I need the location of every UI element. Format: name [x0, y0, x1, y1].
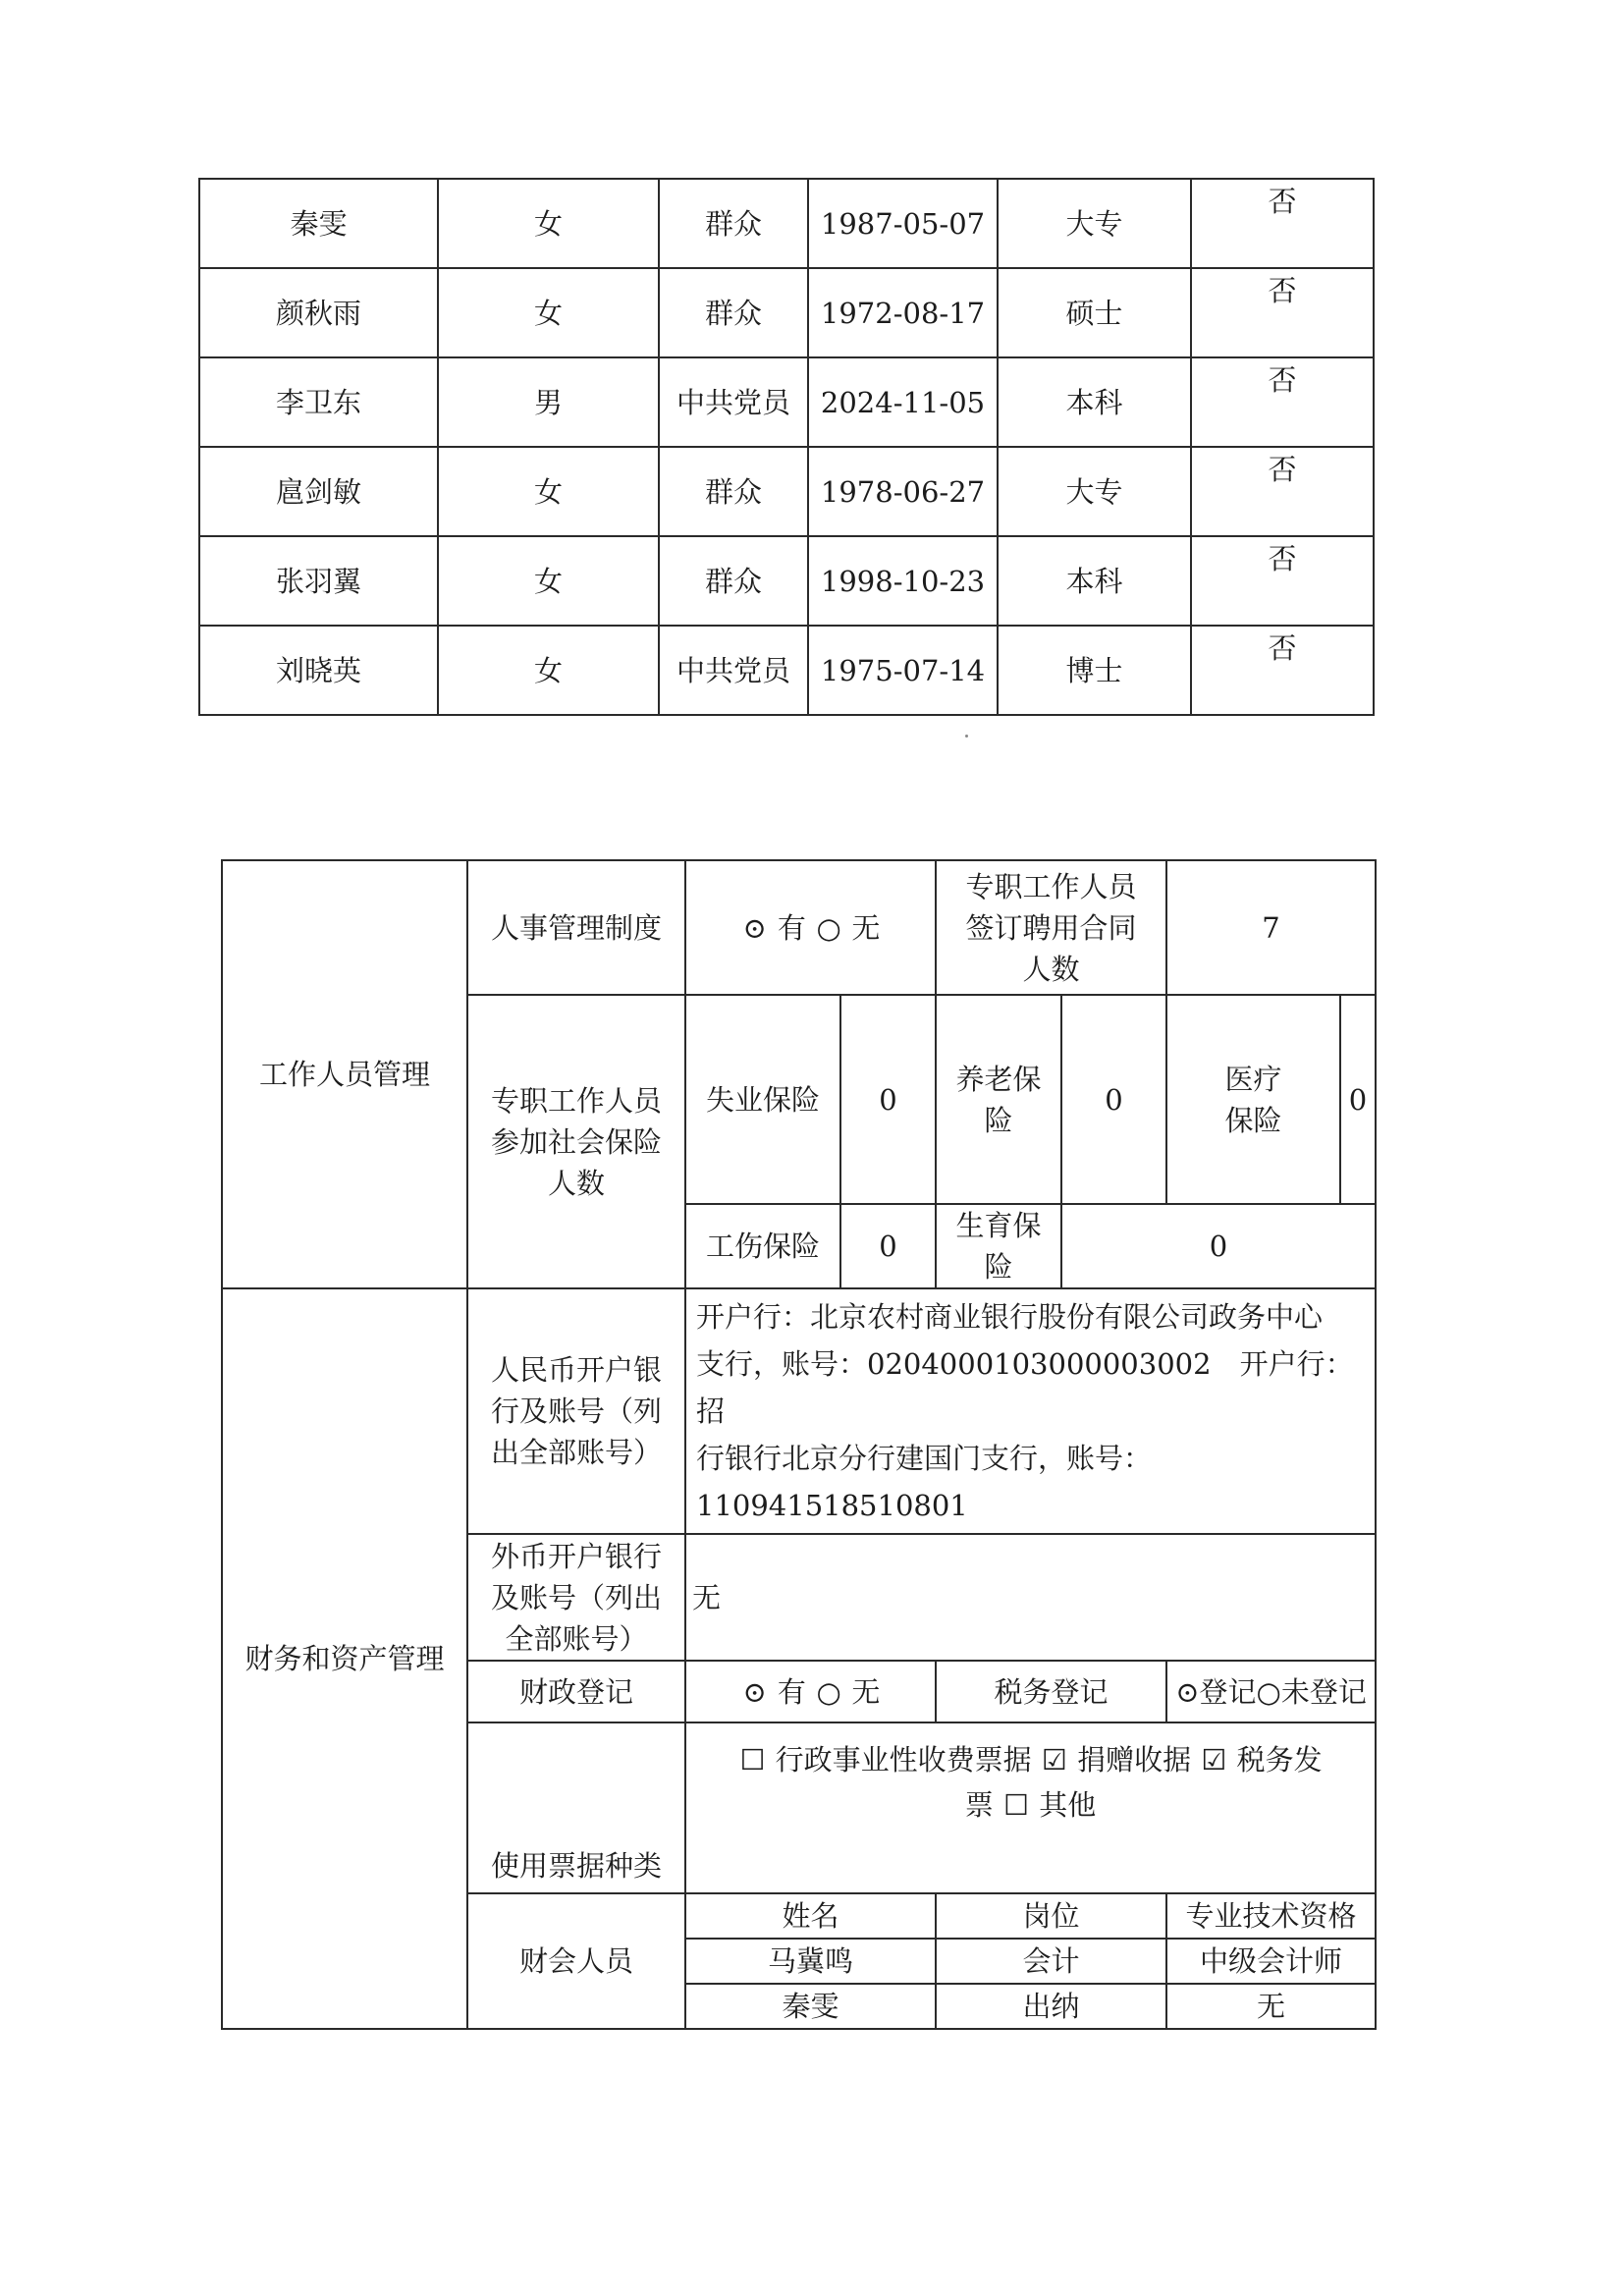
table-row [199, 626, 1374, 715]
rmb-account-line: 110941518510801 [696, 1489, 968, 1522]
pension-label: 养老保险 [936, 995, 1061, 1204]
tax-registration-label: 税务登记 [936, 1661, 1166, 1722]
contract-label-line: 专职工作人员 [965, 869, 1137, 903]
acc-header-name: 姓名 [685, 1893, 936, 1939]
staff-education: 硕士 [998, 268, 1191, 357]
ticket-option: 其他 [1039, 1788, 1097, 1822]
staff-political: 中共党员 [659, 626, 808, 715]
insurance-label-line: 人数 [547, 1166, 605, 1200]
staff-mgmt-section-label: 工作人员管理 [222, 860, 467, 1288]
tickets-label: 使用票据种类 [467, 1722, 685, 1893]
rmb-label-line: 人民币开户银 [490, 1353, 662, 1387]
table-row [199, 536, 1374, 626]
fiscal-registration-options [685, 1661, 936, 1722]
rmb-account-label [467, 1288, 685, 1534]
staff-political: 群众 [659, 536, 808, 626]
staff-name: 刘晓英 [199, 626, 438, 715]
hr-system-label: 人事管理制度 [467, 860, 685, 995]
staff-flag: 否 [1191, 536, 1374, 626]
staff-gender: 女 [438, 626, 659, 715]
staff-gender: 女 [438, 536, 659, 626]
insurance-label-line: 专职工作人员 [490, 1083, 662, 1118]
ticket-option-cont: 票 [964, 1788, 994, 1822]
staff-flag: 否 [1191, 447, 1374, 536]
rmb-label-line: 出全部账号） [490, 1436, 662, 1469]
acc-name: 马冀鸣 [685, 1939, 936, 1984]
acc-qualification: 中级会计师 [1166, 1939, 1376, 1984]
unemployment-label: 失业保险 [685, 995, 840, 1204]
scan-speck [965, 735, 968, 738]
staff-birth: 1987-05-07 [808, 179, 998, 268]
fiscal-registration-label: 财政登记 [467, 1661, 685, 1722]
contract-count-value: 7 [1166, 860, 1376, 995]
staff-education: 大专 [998, 447, 1191, 536]
staff-name: 张羽翼 [199, 536, 438, 626]
pension-value: 0 [1061, 995, 1166, 1204]
table-row [199, 268, 1374, 357]
rmb-account-line: 行银行北京分行建国门支行，账号： [696, 1442, 1153, 1475]
maternity-label: 生育保险 [936, 1204, 1061, 1288]
tax-registration-value: ⊙登记○未登记 [1166, 1661, 1376, 1722]
staff-birth: 2024-11-05 [808, 357, 998, 447]
staff-birth: 1972-08-17 [808, 268, 998, 357]
acc-post: 出纳 [936, 1984, 1166, 2029]
staff-political: 群众 [659, 447, 808, 536]
staff-education: 博士 [998, 626, 1191, 715]
staff-name: 颜秋雨 [199, 268, 438, 357]
staff-flag: 否 [1191, 626, 1374, 715]
acc-header-post: 岗位 [936, 1893, 1166, 1939]
maternity-value: 0 [1061, 1204, 1376, 1288]
insurance-label-line: 参加社会保险 [490, 1124, 662, 1159]
radio-empty-icon: ○ [816, 1674, 841, 1709]
injury-label: 工伤保险 [685, 1204, 840, 1288]
hr-system-options [685, 860, 936, 995]
acc-header-qualification: 专业技术资格 [1166, 1893, 1376, 1939]
checkbox-checked-icon: ☑ [1201, 1743, 1227, 1777]
tickets-options [685, 1722, 1376, 1893]
staff-name: 秦雯 [199, 179, 438, 268]
staff-birth: 1975-07-14 [808, 626, 998, 715]
unemployment-value: 0 [840, 995, 936, 1204]
ticket-option: 行政事业性收费票据 [775, 1743, 1032, 1777]
rmb-account-value [685, 1288, 1376, 1534]
staff-gender: 男 [438, 357, 659, 447]
hr-system-yes: 有 [777, 910, 806, 945]
staff-name: 李卫东 [199, 357, 438, 447]
hr-system-no: 无 [851, 910, 881, 945]
checkbox-empty-icon: ☐ [1003, 1788, 1030, 1822]
management-table [221, 859, 1377, 2030]
ticket-option: 税务发 [1236, 1743, 1323, 1777]
contract-count-label [936, 860, 1166, 995]
staff-birth: 1998-10-23 [808, 536, 998, 626]
injury-value: 0 [840, 1204, 936, 1288]
staff-name: 扈剑敏 [199, 447, 438, 536]
fx-account-label [467, 1534, 685, 1661]
acc-post: 会计 [936, 1939, 1166, 1984]
table-row [199, 179, 1374, 268]
staff-education: 本科 [998, 536, 1191, 626]
rmb-account-line: 支行，账号：0204000103000003002 开户行：招 [696, 1347, 1354, 1428]
fx-account-value: 无 [685, 1534, 1376, 1661]
table-row [222, 1288, 1376, 1534]
staff-flag: 否 [1191, 268, 1374, 357]
contract-label-line: 签订聘用合同 [965, 910, 1137, 945]
fx-label-line: 外币开户银行 [490, 1539, 662, 1573]
fx-label-line: 全部账号） [505, 1621, 648, 1656]
staff-political: 群众 [659, 268, 808, 357]
staff-flag: 否 [1191, 179, 1374, 268]
medical-label-line: 医疗 [1224, 1062, 1282, 1096]
rmb-label-line: 行及账号（列 [490, 1394, 662, 1428]
checkbox-empty-icon: ☐ [739, 1743, 766, 1777]
staff-gender: 女 [438, 268, 659, 357]
radio-empty-icon: ○ [816, 910, 841, 945]
medical-value: 0 [1340, 995, 1376, 1204]
radio-checked-icon: ⊙ [742, 1674, 767, 1709]
ticket-option: 捐赠收据 [1077, 1743, 1192, 1777]
checkbox-checked-icon: ☑ [1041, 1743, 1067, 1777]
table-row [199, 447, 1374, 536]
finance-section-label: 财务和资产管理 [222, 1288, 467, 2029]
radio-checked-icon: ⊙ [742, 910, 767, 945]
staff-political: 中共党员 [659, 357, 808, 447]
acc-qualification: 无 [1166, 1984, 1376, 2029]
insurance-label [467, 995, 685, 1288]
fiscal-yes: 有 [777, 1674, 806, 1709]
accountants-label: 财会人员 [467, 1893, 685, 2029]
staff-flag: 否 [1191, 357, 1374, 447]
tickets-line [692, 1782, 1369, 1828]
rmb-account-line: 开户行：北京农村商业银行股份有限公司政务中心 [696, 1300, 1324, 1334]
staff-education: 本科 [998, 357, 1191, 447]
tickets-line [692, 1737, 1369, 1782]
staff-gender: 女 [438, 447, 659, 536]
staff-birth: 1978-06-27 [808, 447, 998, 536]
fx-label-line: 及账号（列出 [490, 1580, 662, 1614]
table-row [199, 357, 1374, 447]
staff-table [198, 178, 1375, 716]
staff-gender: 女 [438, 179, 659, 268]
fiscal-no: 无 [851, 1674, 881, 1709]
acc-name: 秦雯 [685, 1984, 936, 2029]
table-row [222, 860, 1376, 995]
staff-education: 大专 [998, 179, 1191, 268]
contract-label-line: 人数 [1022, 952, 1080, 986]
medical-label [1166, 995, 1340, 1204]
staff-political: 群众 [659, 179, 808, 268]
medical-label-line: 保险 [1224, 1103, 1282, 1137]
